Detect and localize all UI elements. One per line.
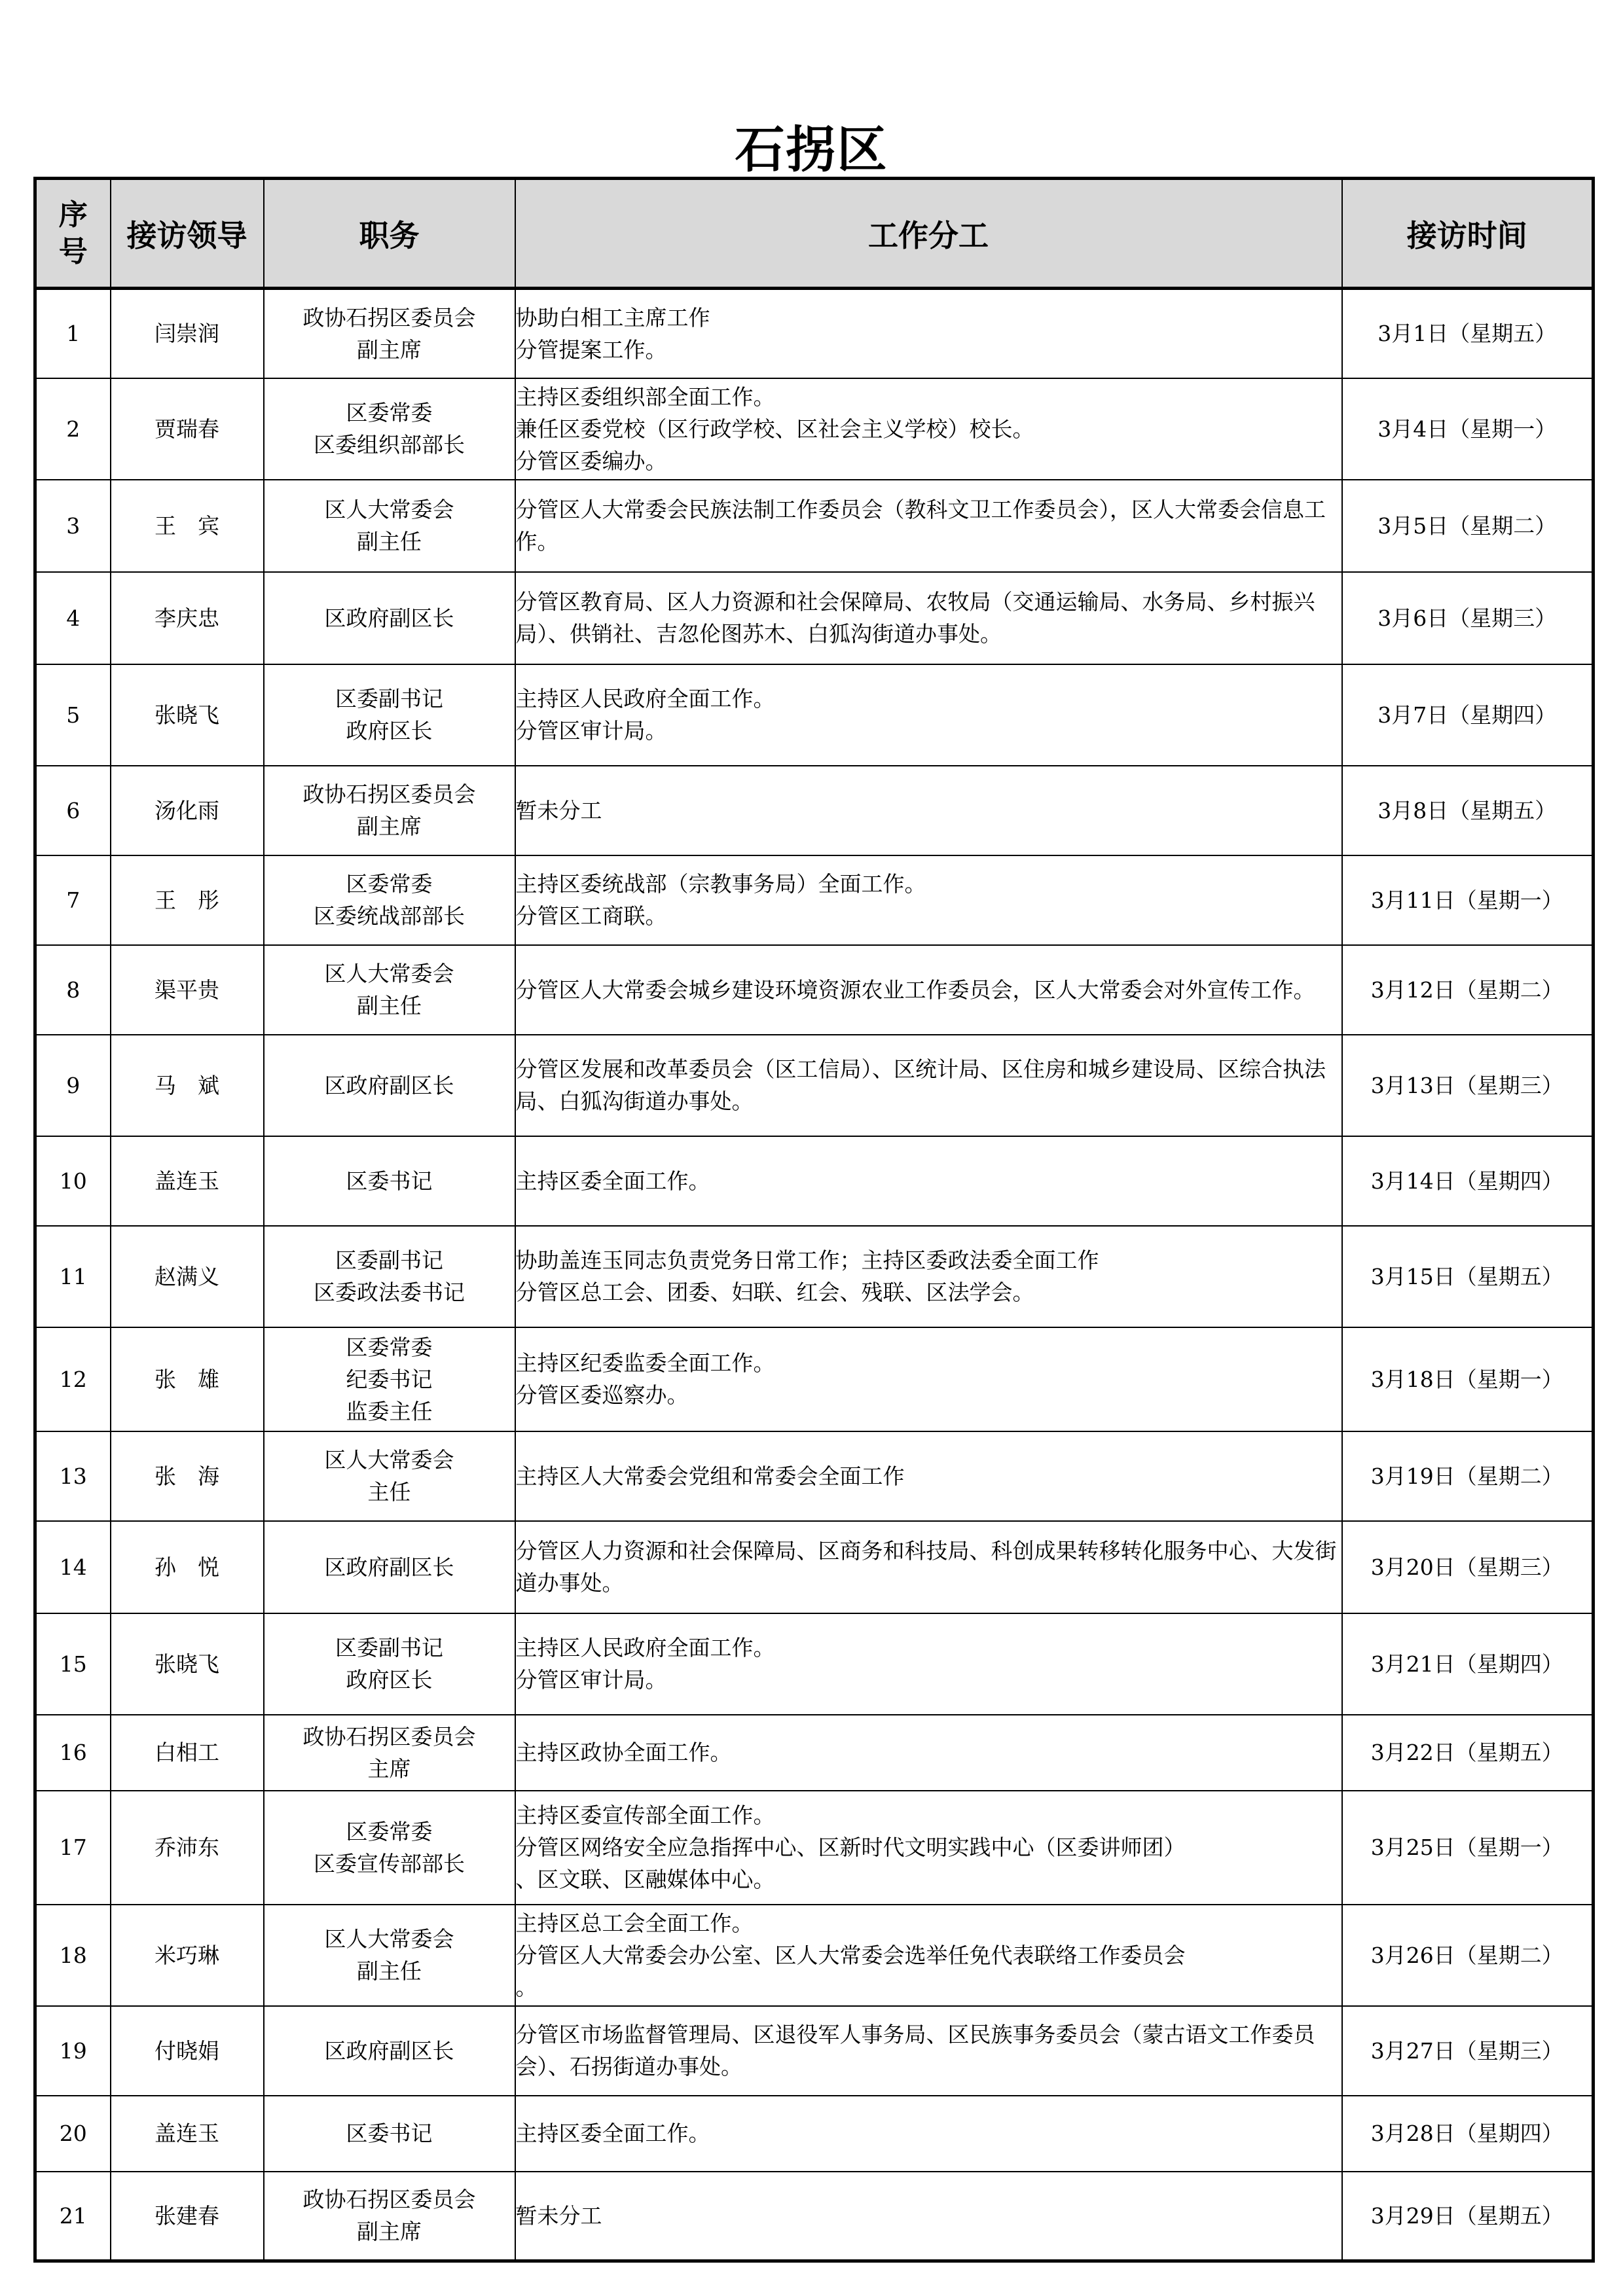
- row-number: 2: [35, 378, 111, 480]
- row-number: 19: [35, 2006, 111, 2096]
- table-row: [35, 664, 1594, 766]
- reception-time: 3月22日（星期五）: [1342, 1715, 1594, 1791]
- row-number: 20: [35, 2096, 111, 2172]
- leader-position: 区委常委 区委组织部部长: [264, 378, 515, 480]
- work-duty: 暂未分工: [515, 766, 1342, 855]
- leader-position: 政协石拐区委员会 主席: [264, 1715, 515, 1791]
- page-title: 石拐区: [735, 120, 888, 179]
- table-row: [35, 1431, 1594, 1521]
- leader-name: 盖连玉: [111, 2096, 264, 2172]
- reception-time: 3月20日（星期三）: [1342, 1521, 1594, 1613]
- leader-position: 区政府副区长: [264, 572, 515, 664]
- header-row: [35, 179, 1594, 289]
- reception-schedule-table: [33, 177, 1595, 2263]
- leader-name: 付晓娟: [111, 2006, 264, 2096]
- leader-position: 区委常委 纪委书记 监委主任: [264, 1327, 515, 1431]
- table-row: [35, 1715, 1594, 1791]
- leader-position: 区委书记: [264, 2096, 515, 2172]
- table-row: [35, 1035, 1594, 1136]
- reception-time: 3月25日（星期一）: [1342, 1791, 1594, 1905]
- table-row: [35, 2096, 1594, 2172]
- header-leader: 接访领导: [111, 179, 264, 289]
- row-number: 7: [35, 855, 111, 945]
- work-duty: 协助盖连玉同志负责党务日常工作；主持区委政法委全面工作 分管区总工会、团委、妇联、红会、残联、区法学会。: [515, 1226, 1342, 1327]
- leader-name: 乔沛东: [111, 1791, 264, 1905]
- leader-name: 渠平贵: [111, 945, 264, 1035]
- work-duty: 暂未分工: [515, 2172, 1342, 2261]
- header-time: 接访时间: [1342, 179, 1594, 289]
- work-duty: 分管区人力资源和社会保障局、区商务和科技局、科创成果转移转化服务中心、大发街道办事处。: [515, 1521, 1342, 1613]
- leader-name: 王 彤: [111, 855, 264, 945]
- reception-time: 3月19日（星期二）: [1342, 1431, 1594, 1521]
- leader-position: 政协石拐区委员会 副主席: [264, 289, 515, 378]
- work-duty: 主持区委全面工作。: [515, 2096, 1342, 2172]
- work-duty: 主持区人民政府全面工作。 分管区审计局。: [515, 664, 1342, 766]
- work-duty: 协助白相工主席工作 分管提案工作。: [515, 289, 1342, 378]
- row-number: 5: [35, 664, 111, 766]
- reception-time: 3月29日（星期五）: [1342, 2172, 1594, 2261]
- leader-name: 孙 悦: [111, 1521, 264, 1613]
- reception-time: 3月28日（星期四）: [1342, 2096, 1594, 2172]
- row-number: 15: [35, 1613, 111, 1715]
- work-duty: 主持区人大常委会党组和常委会全面工作: [515, 1431, 1342, 1521]
- leader-position: 区委副书记 区委政法委书记: [264, 1226, 515, 1327]
- table-row: [35, 945, 1594, 1035]
- table-row: [35, 1226, 1594, 1327]
- work-duty: 分管区市场监督管理局、区退役军人事务局、区民族事务委员会（蒙古语文工作委员会）、石拐街道办事处。: [515, 2006, 1342, 2096]
- leader-name: 盖连玉: [111, 1136, 264, 1226]
- leader-name: 张 海: [111, 1431, 264, 1521]
- leader-name: 王 宾: [111, 480, 264, 572]
- leader-name: 张晓飞: [111, 664, 264, 766]
- leader-name: 白相工: [111, 1715, 264, 1791]
- row-number: 14: [35, 1521, 111, 1613]
- leader-position: 区委副书记 政府区长: [264, 1613, 515, 1715]
- work-duty: 主持区政协全面工作。: [515, 1715, 1342, 1791]
- table-row: [35, 1521, 1594, 1613]
- row-number: 16: [35, 1715, 111, 1791]
- work-duty: 主持区委统战部（宗教事务局）全面工作。 分管区工商联。: [515, 855, 1342, 945]
- work-duty: 分管区人大常委会民族法制工作委员会（教科文卫工作委员会），区人大常委会信息工作。: [515, 480, 1342, 572]
- reception-time: 3月8日（星期五）: [1342, 766, 1594, 855]
- table-row: [35, 1327, 1594, 1431]
- leader-position: 政协石拐区委员会 副主席: [264, 766, 515, 855]
- reception-time: 3月26日（星期二）: [1342, 1905, 1594, 2006]
- table-row: [35, 378, 1594, 480]
- table-row: [35, 766, 1594, 855]
- table-row: [35, 1905, 1594, 2006]
- table-row: [35, 1791, 1594, 1905]
- work-duty: 分管区人大常委会城乡建设环境资源农业工作委员会，区人大常委会对外宣传工作。: [515, 945, 1342, 1035]
- row-number: 9: [35, 1035, 111, 1136]
- work-duty: 主持区人民政府全面工作。 分管区审计局。: [515, 1613, 1342, 1715]
- leader-name: 李庆忠: [111, 572, 264, 664]
- table-row: [35, 2172, 1594, 2261]
- row-number: 21: [35, 2172, 111, 2261]
- reception-time: 3月1日（星期五）: [1342, 289, 1594, 378]
- leader-name: 赵满义: [111, 1226, 264, 1327]
- leader-position: 区委常委 区委统战部部长: [264, 855, 515, 945]
- header-seq: 序 号: [35, 179, 111, 289]
- reception-time: 3月15日（星期五）: [1342, 1226, 1594, 1327]
- reception-time: 3月14日（星期四）: [1342, 1136, 1594, 1226]
- reception-time: 3月4日（星期一）: [1342, 378, 1594, 480]
- leader-name: 米巧琳: [111, 1905, 264, 2006]
- row-number: 18: [35, 1905, 111, 2006]
- reception-time: 3月27日（星期三）: [1342, 2006, 1594, 2096]
- reception-time: 3月6日（星期三）: [1342, 572, 1594, 664]
- row-number: 1: [35, 289, 111, 378]
- row-number: 12: [35, 1327, 111, 1431]
- work-duty: 主持区委全面工作。: [515, 1136, 1342, 1226]
- reception-time: 3月11日（星期一）: [1342, 855, 1594, 945]
- row-number: 8: [35, 945, 111, 1035]
- header-position: 职务: [264, 179, 515, 289]
- table-row: [35, 1613, 1594, 1715]
- leader-position: 区人大常委会 副主任: [264, 1905, 515, 2006]
- work-duty: 主持区总工会全面工作。 分管区人大常委会办公室、区人大常委会选举任免代表联络工作委员会 。: [515, 1905, 1342, 2006]
- leader-position: 区人大常委会 副主任: [264, 945, 515, 1035]
- row-number: 11: [35, 1226, 111, 1327]
- leader-position: 区人大常委会 主任: [264, 1431, 515, 1521]
- row-number: 13: [35, 1431, 111, 1521]
- table-row: [35, 855, 1594, 945]
- row-number: 4: [35, 572, 111, 664]
- leader-position: 区委书记: [264, 1136, 515, 1226]
- table-row: [35, 2006, 1594, 2096]
- leader-position: 区人大常委会 副主任: [264, 480, 515, 572]
- leader-position: 区委常委 区委宣传部部长: [264, 1791, 515, 1905]
- work-duty: 主持区纪委监委全面工作。 分管区委巡察办。: [515, 1327, 1342, 1431]
- reception-time: 3月5日（星期二）: [1342, 480, 1594, 572]
- work-duty: 主持区委组织部全面工作。 兼任区委党校（区行政学校、区社会主义学校）校长。 分管区委编办。: [515, 378, 1342, 480]
- leader-position: 政协石拐区委员会 副主席: [264, 2172, 515, 2261]
- work-duty: 分管区教育局、区人力资源和社会保障局、农牧局（交通运输局、水务局、乡村振兴局）、供销社、吉忽伦图苏木、白狐沟街道办事处。: [515, 572, 1342, 664]
- reception-time: 3月7日（星期四）: [1342, 664, 1594, 766]
- row-number: 6: [35, 766, 111, 855]
- row-number: 10: [35, 1136, 111, 1226]
- leader-position: 区委副书记 政府区长: [264, 664, 515, 766]
- leader-name: 马 斌: [111, 1035, 264, 1136]
- leader-position: 区政府副区长: [264, 1521, 515, 1613]
- table-row: [35, 289, 1594, 378]
- leader-name: 张晓飞: [111, 1613, 264, 1715]
- reception-time: 3月13日（星期三）: [1342, 1035, 1594, 1136]
- header-duty: 工作分工: [515, 179, 1342, 289]
- row-number: 3: [35, 480, 111, 572]
- work-duty: 主持区委宣传部全面工作。 分管区网络安全应急指挥中心、区新时代文明实践中心（区委讲师团） 、区文联、区融媒体中心。: [515, 1791, 1342, 1905]
- leader-name: 张建春: [111, 2172, 264, 2261]
- leader-position: 区政府副区长: [264, 2006, 515, 2096]
- leader-name: 汤化雨: [111, 766, 264, 855]
- table-row: [35, 572, 1594, 664]
- leader-name: 贾瑞春: [111, 378, 264, 480]
- leader-position: 区政府副区长: [264, 1035, 515, 1136]
- table-row: [35, 1136, 1594, 1226]
- leader-name: 闫崇润: [111, 289, 264, 378]
- leader-name: 张 雄: [111, 1327, 264, 1431]
- reception-time: 3月12日（星期二）: [1342, 945, 1594, 1035]
- row-number: 17: [35, 1791, 111, 1905]
- reception-time: 3月18日（星期一）: [1342, 1327, 1594, 1431]
- work-duty: 分管区发展和改革委员会（区工信局）、区统计局、区住房和城乡建设局、区综合执法局、白狐沟街道办事处。: [515, 1035, 1342, 1136]
- reception-time: 3月21日（星期四）: [1342, 1613, 1594, 1715]
- table-row: [35, 480, 1594, 572]
